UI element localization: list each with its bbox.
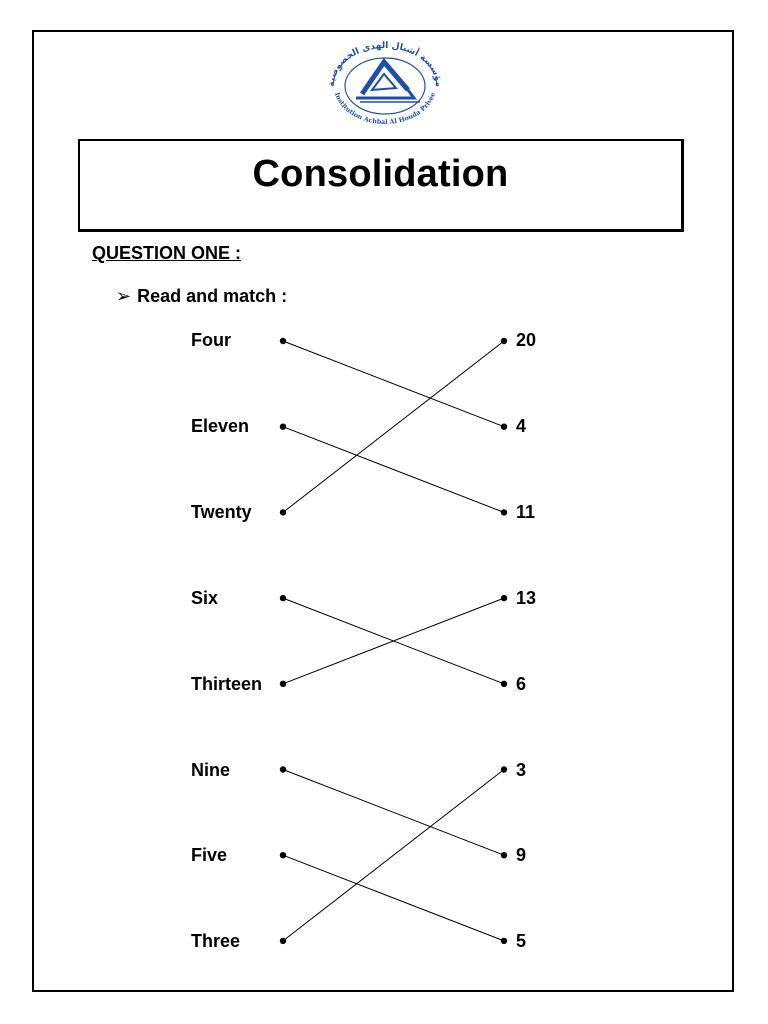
word-item: Twenty — [191, 502, 252, 522]
number-item: 9 — [516, 845, 527, 865]
right-dot[interactable] — [501, 338, 507, 344]
left-dot[interactable] — [280, 766, 286, 772]
right-dot[interactable] — [501, 424, 507, 430]
match-line — [283, 770, 504, 941]
arrow-bullet-icon: ➢ — [116, 286, 132, 306]
left-dot[interactable] — [280, 509, 286, 515]
logo-text-top: مؤسسة أشبال الهدى الخصوصية — [326, 40, 444, 88]
right-dot[interactable] — [501, 681, 507, 687]
number-item: 20 — [516, 330, 537, 350]
word-item: Four — [191, 330, 231, 350]
word-item: Nine — [191, 760, 231, 780]
match-line — [283, 770, 504, 856]
match-line — [283, 341, 504, 427]
left-dot[interactable] — [280, 424, 286, 430]
number-item: 3 — [516, 760, 527, 780]
word-item: Thirteen — [191, 674, 263, 694]
match-line — [283, 341, 504, 512]
word-item: Six — [191, 588, 219, 608]
page-title: Consolidation — [252, 153, 509, 195]
number-item: 13 — [516, 588, 537, 608]
left-dot[interactable] — [280, 681, 286, 687]
number-item: 5 — [516, 931, 527, 951]
instruction-text: Read and match : — [137, 286, 288, 306]
right-dot[interactable] — [501, 766, 507, 772]
logo-text-bottom: Institution Achbal Al Houda Privée — [332, 91, 438, 126]
right-dot[interactable] — [501, 509, 507, 515]
word-item: Five — [191, 845, 228, 865]
word-item: Three — [191, 931, 241, 951]
question-heading: QUESTION ONE : — [92, 243, 242, 263]
number-item: 11 — [516, 502, 536, 522]
right-dot[interactable] — [501, 852, 507, 858]
right-dot[interactable] — [501, 938, 507, 944]
number-item: 4 — [516, 416, 527, 436]
number-item: 6 — [516, 674, 527, 694]
left-dot[interactable] — [280, 595, 286, 601]
left-dot[interactable] — [280, 338, 286, 344]
match-line — [283, 427, 504, 513]
word-item: Eleven — [191, 416, 250, 436]
match-line — [283, 855, 504, 941]
left-dot[interactable] — [280, 852, 286, 858]
left-dot[interactable] — [280, 938, 286, 944]
right-dot[interactable] — [501, 595, 507, 601]
